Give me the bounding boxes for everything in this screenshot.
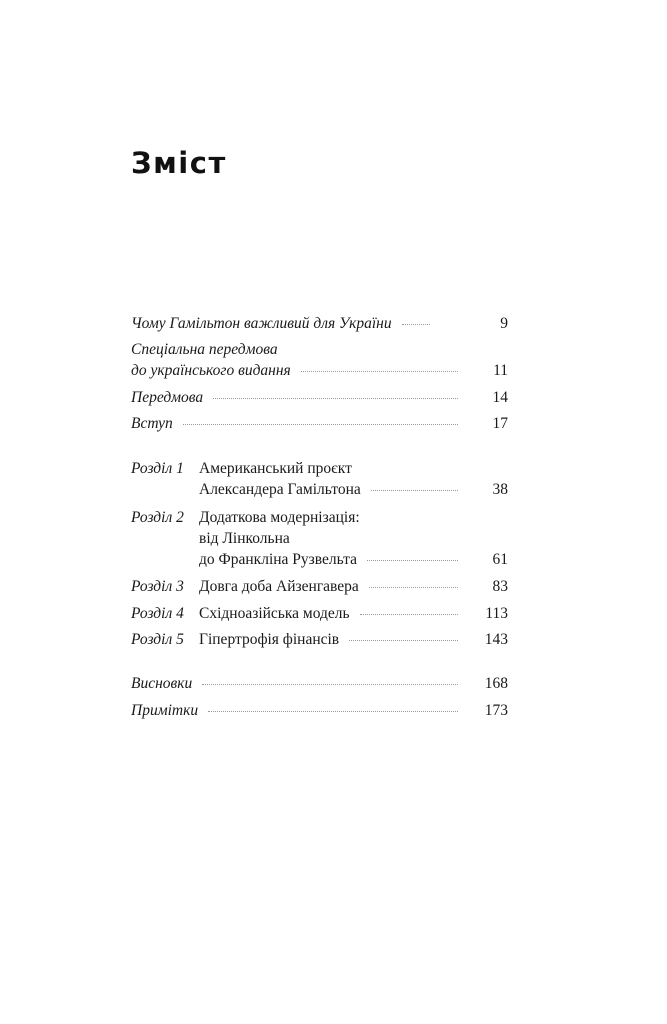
toc-entry-conclusions[interactable] <box>131 673 508 694</box>
dot-leader <box>367 560 458 561</box>
chapter-title: Східноазійська модель <box>199 605 350 622</box>
dot-leader <box>213 398 458 399</box>
toc-page-number: 14 <box>492 389 508 406</box>
dot-leader <box>369 587 458 588</box>
toc-entry-title-line-1: Спеціальна передмова <box>131 341 278 358</box>
toc-page-number: 17 <box>492 415 508 432</box>
chapter-title-line-3: до Франкліна Рузвельта <box>199 551 357 568</box>
toc-page-number: 9 <box>500 315 509 332</box>
toc-page-number: 83 <box>492 578 508 595</box>
toc-entry-title: Вступ <box>131 415 173 432</box>
toc-entry-special-preface[interactable] <box>131 339 508 381</box>
toc-page-number: 143 <box>484 631 508 648</box>
chapter-title: Довга доба Айзенгавера <box>199 578 359 595</box>
toc-page-number: 38 <box>492 481 508 498</box>
dot-leader <box>371 490 458 491</box>
chapter-title: Гіпертрофія фінансів <box>199 631 340 648</box>
chapter-label: Розділ 3 <box>131 578 184 595</box>
chapter-label: Розділ 2 <box>131 509 184 526</box>
toc-entry-why-hamilton[interactable] <box>131 313 508 334</box>
toc-page-number: 11 <box>493 362 508 379</box>
dot-leader <box>301 371 458 372</box>
chapter-title-line-1: Додаткова модернізація: <box>199 509 360 526</box>
toc-entry-title-line-2: до українського видання <box>131 362 291 379</box>
chapter-label: Розділ 1 <box>131 460 184 477</box>
dot-leader <box>202 684 458 685</box>
chapter-title-line-2: від Лінкольна <box>199 530 290 547</box>
dot-leader <box>402 324 430 325</box>
toc-entry-notes[interactable] <box>131 700 508 721</box>
toc-page-number: 168 <box>484 675 508 692</box>
toc-entry-title: Передмова <box>131 389 204 406</box>
chapter-title-line-2: Александера Гамільтона <box>199 481 361 498</box>
dot-leader <box>349 640 458 641</box>
toc-entry-title: Висновки <box>131 675 193 692</box>
toc-entry-title: Примітки <box>131 702 199 719</box>
page-title: Зміст <box>131 146 227 180</box>
toc-page-number: 173 <box>484 702 508 719</box>
chapter-label: Розділ 4 <box>131 605 184 622</box>
dot-leader <box>183 424 458 425</box>
toc-entry-title: Чому Гамільтон важливий для України <box>131 315 392 332</box>
toc-page-number: 61 <box>492 551 508 568</box>
chapter-label: Розділ 5 <box>131 631 184 648</box>
toc-page-number: 113 <box>485 605 508 622</box>
chapter-title-line-1: Американський проєкт <box>199 460 352 477</box>
toc-entry-introduction[interactable] <box>131 413 508 434</box>
dot-leader <box>360 614 458 615</box>
toc-entry-preface[interactable] <box>131 387 508 408</box>
dot-leader <box>208 711 458 712</box>
